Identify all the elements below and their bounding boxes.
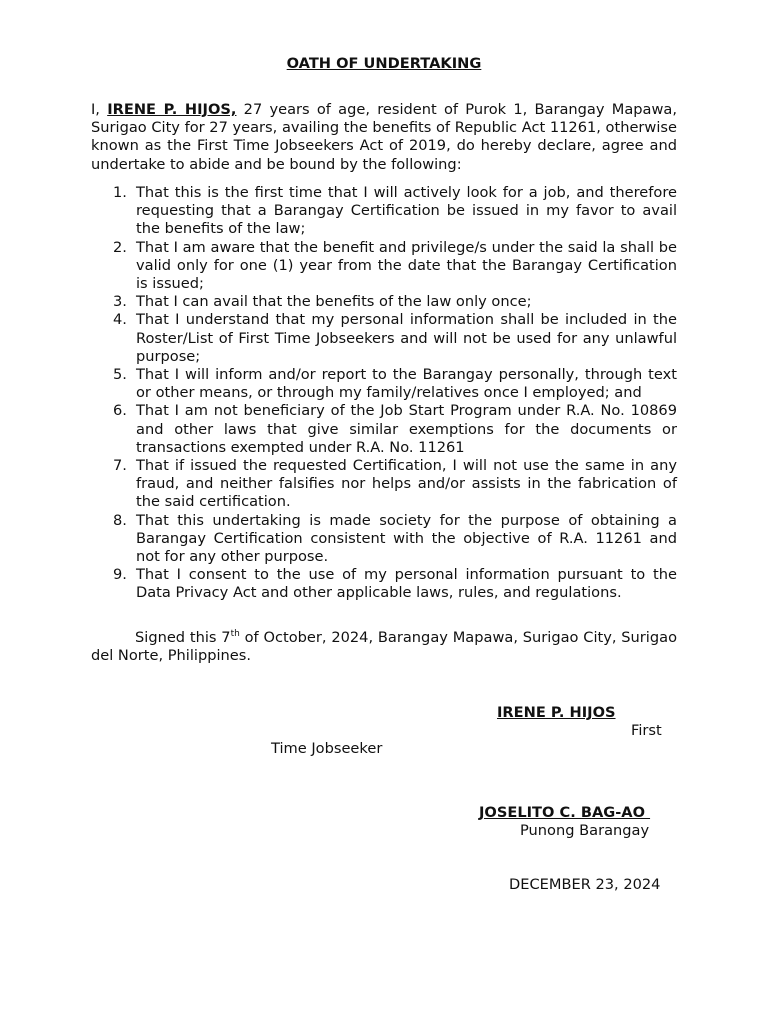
list-item-number: 1. [113,184,127,201]
list-item-number: 6. [113,402,127,420]
list-item-text: That I am not beneficiary of the Job Start Program under R.A. No. 10869 and other laws that give similar exemptions for the documents or transactions exempted under R.A. No. 11261 [136,402,677,456]
intro-text: 27 years of age, resident of Purok 1, Barangay Mapawa, Surigao City for 27 years, availing the benefits of Republic Act 11261, otherwise known as the First Time Jobseekers Act of 2019, do hereby declare, agree and undertake to abide and be bound by the following: [91,101,677,173]
list-item-number: 7. [113,457,127,475]
list-item-text: That I consent to the use of my personal information pursuant to the Data Privacy Act and other applicable laws, rules, and regulations. [136,566,677,602]
list-item-number: 9. [113,566,127,584]
jobseeker-title-part2: Time Jobseeker [271,740,383,757]
official-title: Punong Barangay [520,822,650,839]
list-item-text: That if issued the requested Certification, I will not use the same in any fraud, and neither falsifies nor helps and/or assists in the fabrication of the said certification. [136,457,677,511]
ordinal-suffix: th [230,629,240,639]
signed-prefix: Signed this 7 [135,629,231,646]
list-item-text: That I will inform and/or report to the Barangay personally, through text or other means, or through my family/relatives once I employed; and [136,366,677,402]
list-item-text: That this is the first time that I will actively look for a job, and therefore requesting that a Barangay Certification be issued in my favor to avail the benefits of the law; [136,184,677,238]
list-item [91,239,677,294]
list-item [91,366,677,402]
list-item [91,311,677,366]
signed-paragraph [91,629,677,665]
signed-text: of October, 2024, Barangay Mapawa, Surigao City, Surigao del Norte, Philippines. [91,629,677,665]
jobseeker-title-part1: First [631,722,662,739]
list-item [91,566,677,602]
intro-prefix: I, [91,101,108,118]
list-item [91,402,677,457]
document-title: OATH OF UNDERTAKING [286,55,482,72]
affiant-name: IRENE P. HIJOS, [107,101,237,118]
list-item [91,457,677,512]
official-name: JOSELITO C. BAG-AO [479,804,651,821]
list-item [91,512,677,567]
list-item-number: 8. [113,511,127,529]
document-date: DECEMBER 23, 2024 [509,876,661,893]
undertaking-list [91,184,677,603]
list-item-text: That this undertaking is made society for the purpose of obtaining a Barangay Certification consistent with the objective of R.A. 11261 and not for any other purpose. [136,511,677,566]
list-item-number: 4. [113,311,127,329]
jobseeker-name: IRENE P. HIJOS [497,704,616,721]
list-item-text: That I am aware that the benefit and privilege/s under the said la shall be valid only for one (1) year from the date that the Barangay Certification is issued; [136,238,677,293]
list-item-text: That I can avail that the benefits of the law only once; [136,293,532,311]
list-item [91,293,677,311]
list-item-text: That I understand that my personal information shall be included in the Roster/List of First Time Jobseekers and will not be used for any unlawful purpose; [136,311,677,365]
list-item [91,184,677,239]
intro-paragraph [91,101,677,174]
list-item-number: 2. [113,238,127,256]
list-item-number: 3. [113,293,127,311]
list-item-number: 5. [113,366,127,384]
